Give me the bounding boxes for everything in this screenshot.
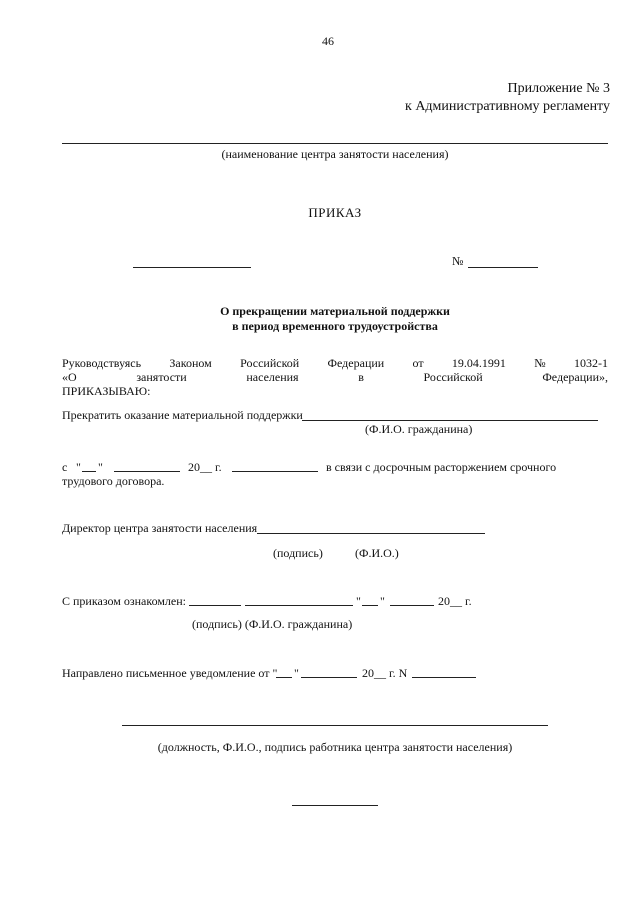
basis-word: № (534, 356, 546, 370)
quote-close: " (380, 594, 385, 608)
employee-line (122, 725, 548, 726)
date-blank (232, 471, 318, 472)
appendix-header (380, 80, 610, 116)
order-subject (62, 304, 608, 334)
citizen-name-caption: (Ф.И.О. гражданина) (365, 422, 473, 436)
day-blank (82, 471, 96, 472)
subject-line-2: в период временного трудоустройства (232, 319, 438, 333)
quote-open: " (356, 594, 361, 608)
acq-year-text: 20__ г. (438, 594, 472, 608)
closing-separator (292, 805, 378, 806)
basis-line-2 (62, 370, 608, 385)
order-date-line (133, 267, 251, 268)
acq-day-blank (362, 605, 378, 606)
termination-reason-2: трудового договора. (62, 474, 165, 488)
basis-line-1 (62, 356, 608, 371)
order-number-line (468, 267, 538, 268)
acquainted-caption: (подпись) (Ф.И.О. гражданина) (192, 617, 353, 631)
basis-line-3: ПРИКАЗЫВАЮ: (62, 384, 151, 398)
director-sign-line (257, 533, 485, 534)
appendix-line-2: к Административному регламенту (405, 99, 610, 114)
citizen-name-line (302, 420, 598, 421)
basis-word: Законом (169, 356, 212, 370)
notice-month-blank (301, 677, 357, 678)
center-name-line (62, 143, 608, 144)
appendix-line-1: Приложение № 3 (507, 81, 610, 96)
basis-word: населения (246, 370, 299, 384)
order-number-label: № (452, 254, 464, 268)
quote-close: " (294, 666, 299, 680)
quote-open: " (76, 460, 81, 474)
notice-number-blank (412, 677, 476, 678)
notice-label: Направлено письменное уведомление от " (62, 666, 278, 680)
quote-close: " (98, 460, 103, 474)
notice-day-blank (276, 677, 292, 678)
basis-word: Российской (240, 356, 300, 370)
page-number: 46 (322, 34, 334, 48)
termination-reason: в связи с досрочным расторжением срочного (326, 460, 557, 474)
acquainted-label: С приказом ознакомлен: (62, 594, 187, 608)
director-sign-caption: (подпись) (273, 546, 323, 560)
basis-word: Руководствуясь (62, 356, 142, 370)
acquainted-name-line (245, 605, 353, 606)
year-text: 20__ г. (188, 460, 222, 474)
order-title: ПРИКАЗ (308, 205, 362, 220)
stop-support-label: Прекратить оказание материальной поддержки (62, 408, 303, 422)
center-name-caption: (наименование центра занятости населения) (221, 147, 449, 161)
notice-year-text: 20__ г. N (362, 666, 408, 680)
basis-word: Федерации (327, 356, 385, 370)
basis-word: от (412, 356, 424, 370)
basis-word: 19.04.1991 (451, 356, 506, 370)
basis-word: занятости (136, 370, 187, 384)
employee-caption: (должность, Ф.И.О., подпись работника центра занятости населения) (157, 740, 513, 754)
basis-word: 1032-1 (574, 356, 608, 370)
basis-word: Российской (423, 370, 483, 384)
acq-month-blank (390, 605, 434, 606)
date-prefix: с (62, 460, 68, 474)
basis-word: в (358, 370, 364, 384)
director-name-caption: (Ф.И.О.) (355, 546, 399, 560)
month-blank (114, 471, 180, 472)
acquainted-sign-line (189, 605, 241, 606)
director-label: Директор центра занятости населения (62, 521, 258, 535)
basis-word: «О (62, 370, 77, 384)
subject-line-1: О прекращении материальной поддержки (220, 304, 450, 318)
basis-word: Федерации», (542, 370, 608, 384)
